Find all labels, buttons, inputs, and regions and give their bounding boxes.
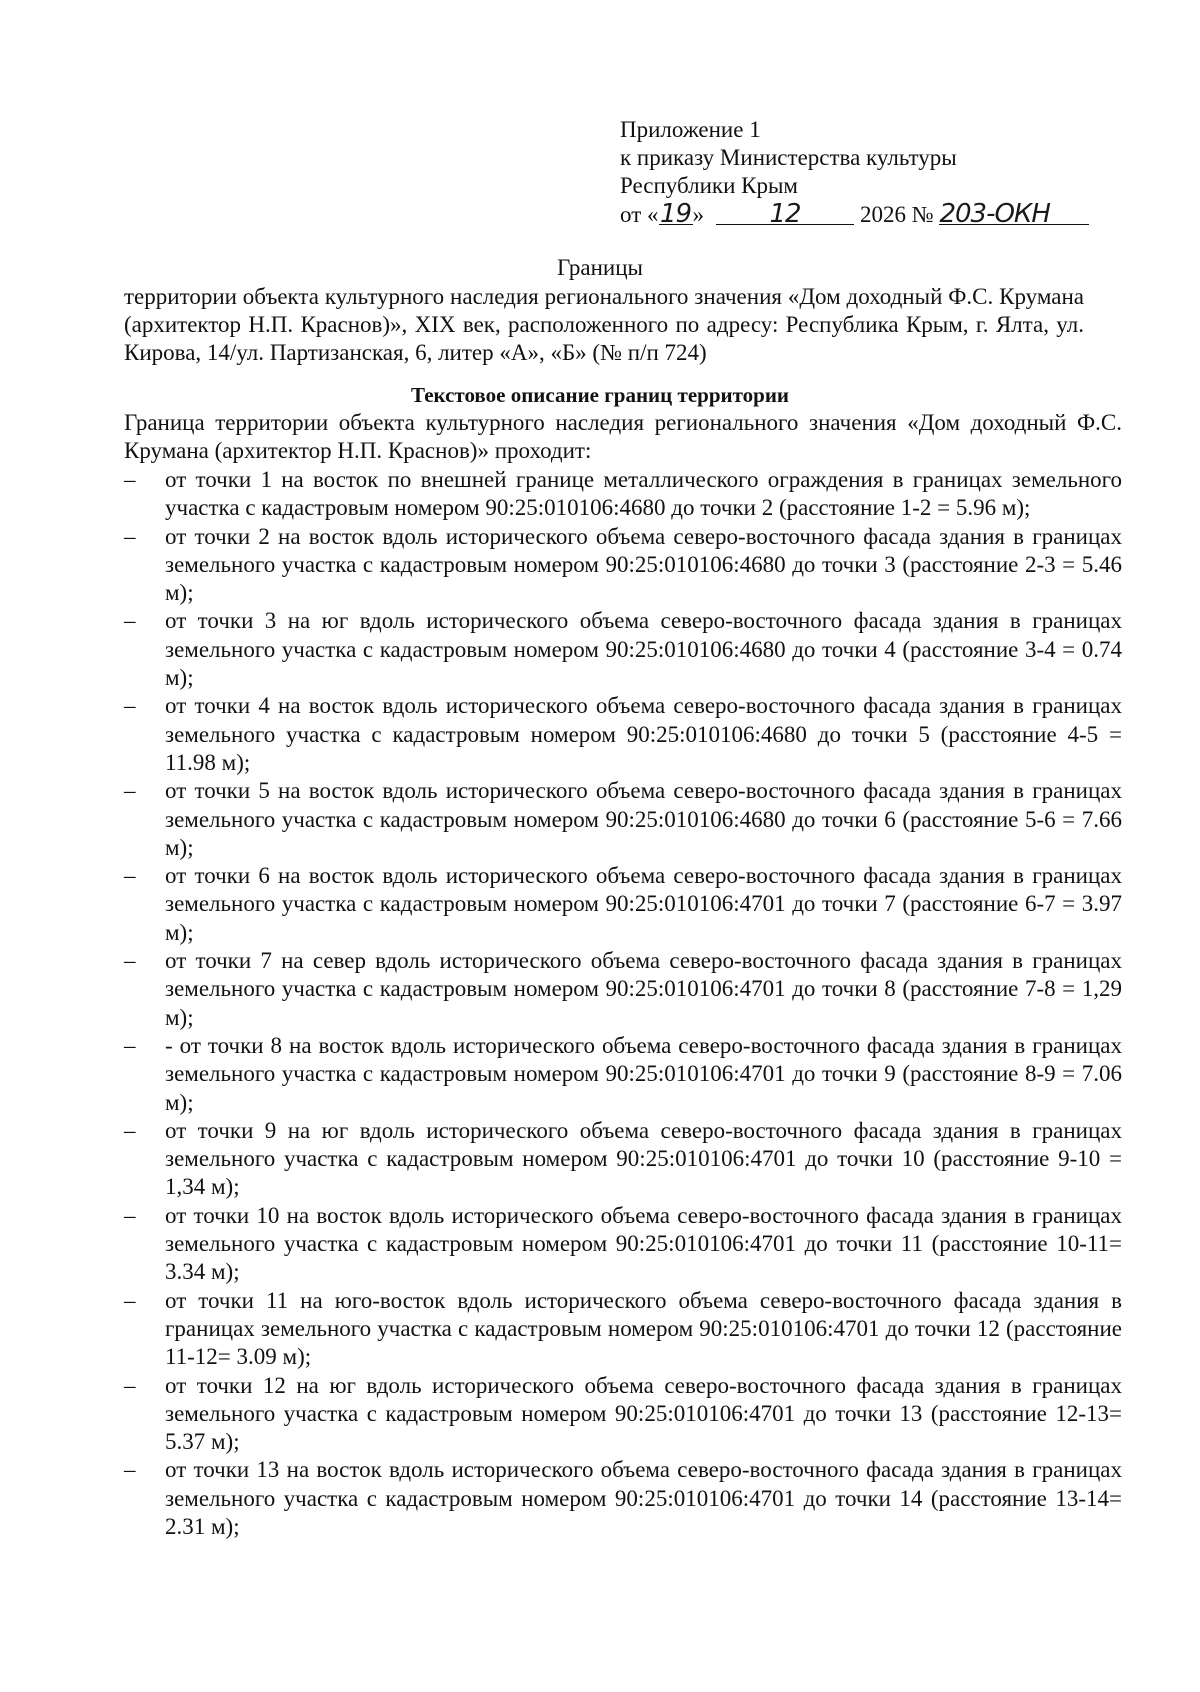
dash-bullet: –	[124, 523, 136, 549]
list-item	[124, 862, 1122, 947]
list-item	[124, 1202, 1122, 1287]
date-mid: »	[692, 202, 704, 227]
list-item	[124, 1117, 1122, 1202]
intro-paragraph: Граница территории объекта культурного наследия регионального значения «Дом доходный Ф.С. Крумана (архитектор Н.П. Краснов)» проходит:	[124, 410, 1122, 463]
document-subtitle: территории объекта культурного наследия регионального значения «Дом доходный Ф.С. Крумана (архитектор Н.П. Краснов)», XIX век, расположенного по адресу: Республика Крым, г. Ялта, ул. Кирова, 14/ул. Партизанская, 6, литер «А», «Б» (№ п/п 724)	[124, 284, 1084, 365]
dash-bullet: –	[124, 467, 136, 492]
dash-bullet: –	[124, 1202, 136, 1228]
order-date-line	[620, 200, 1140, 230]
date-month-field	[716, 199, 854, 229]
dash-bullet: –	[124, 1117, 136, 1143]
list-item-text: от точки 5 на восток вдоль исторического объема северо-восточного фасада здания в границах земельного участка с кадастровым номером 90:25:010106:4680 до точки 6 (расстояние 5-6 = 7.66 м);	[165, 778, 1122, 860]
date-prefix: от «	[620, 202, 659, 227]
dash-bullet: –	[124, 1457, 136, 1483]
list-item	[124, 523, 1122, 608]
dash-bullet: –	[124, 948, 136, 974]
appendix-header	[620, 116, 1140, 230]
list-item	[124, 777, 1122, 862]
list-item-text: от точки 2 на восток вдоль исторического объема северо-восточного фасада здания в границах земельного участка с кадастровым номером 90:25:010106:4680 до точки 3 (расстояние 2-3 = 5.46 м);	[165, 523, 1122, 606]
list-item-text: - от точки 8 на восток вдоль исторического объема северо-восточного фасада здания в границах земельного участка с кадастровым номером 90:25:010106:4701 до точки 9 (расстояние 8-9 = 7.06 м);	[165, 1032, 1122, 1115]
list-item-text: от точки 3 на юг вдоль исторического объема северо-восточного фасада здания в границах земельного участка с кадастровым номером 90:25:010106:4680 до точки 4 (расстояние 3-4 = 0.74 м);	[165, 608, 1122, 691]
boundary-list	[124, 466, 1122, 1541]
list-item	[124, 1032, 1122, 1117]
list-item-text: от точки 10 на восток вдоль исторического объема северо-восточного фасада здания в границах земельного участка с кадастровым номером 90:25:010106:4701 до точки 11 (расстояние 10-11= 3.34 м);	[165, 1202, 1122, 1285]
dash-bullet: –	[124, 608, 136, 634]
list-item	[124, 1456, 1122, 1541]
list-item	[124, 607, 1122, 692]
dash-bullet: –	[124, 1287, 136, 1313]
list-item-text: от точки 12 на юг вдоль исторического объема северо-восточного фасада здания в границах земельного участка с кадастровым номером 90:25:010106:4701 до точки 13 (расстояние 12-13= 5.37 м);	[165, 1372, 1122, 1455]
dash-bullet: –	[124, 693, 136, 719]
dash-bullet: –	[124, 1372, 136, 1398]
dash-bullet: –	[124, 863, 136, 889]
dash-bullet: –	[124, 778, 136, 804]
dash-bullet: –	[124, 1032, 136, 1058]
list-item-text: от точки 11 на юго-восток вдоль исторического объема северо-восточного фасада здания в границах земельного участка с кадастровым номером 90:25:010106:4701 до точки 12 (расстояние 11-12= 3.09 м);	[165, 1287, 1122, 1370]
date-day-handwritten: 19	[659, 199, 692, 229]
order-number-handwritten: 203-ОКН	[939, 199, 1050, 229]
date-month-handwritten: 12	[769, 199, 801, 229]
list-item-text: от точки 13 на восток вдоль исторического объема северо-восточного фасада здания в границах земельного участка с кадастровым номером 90:25:010106:4701 до точки 14 (расстояние 13-14= 2.31 м);	[165, 1457, 1122, 1539]
date-year-number-label: 2026 №	[860, 202, 934, 227]
list-item	[124, 466, 1122, 523]
section-heading: Текстовое описание границ территории	[410, 383, 790, 407]
list-item-text: от точки 1 на восток по внешней границе металлического ограждения в границах земельного участка с кадастровым номером 90:25:010106:4680 до точки 2 (расстояние 1-2 = 5.96 м);	[165, 467, 1122, 521]
list-item-text: от точки 4 на восток вдоль исторического объема северо-восточного фасада здания в границах земельного участка с кадастровым номером 90:25:010106:4680 до точки 5 (расстояние 4-5 = 11.98 м);	[165, 693, 1122, 775]
list-item-text: от точки 9 на юг вдоль исторического объема северо-восточного фасада здания в границах земельного участка с кадастровым номером 90:25:010106:4701 до точки 10 (расстояние 9-10 = 1,34 м);	[165, 1117, 1122, 1200]
date-day-field	[659, 199, 693, 229]
ministry-region: Республики Крым	[620, 173, 798, 198]
document-title: Границы	[557, 255, 643, 280]
order-number-field	[939, 199, 1089, 229]
list-item	[124, 947, 1122, 1032]
list-item	[124, 1287, 1122, 1372]
list-item-text: от точки 7 на север вдоль исторического объема северо-восточного фасада здания в границах земельного участка с кадастровым номером 90:25:010106:4701 до точки 8 (расстояние 7-8 = 1,29 м);	[165, 948, 1122, 1030]
order-reference: к приказу Министерства культуры	[620, 145, 957, 170]
list-item	[124, 692, 1122, 777]
list-item	[124, 1372, 1122, 1457]
appendix-number: Приложение 1	[620, 117, 761, 142]
list-item-text: от точки 6 на восток вдоль исторического объема северо-восточного фасада здания в границах земельного участка с кадастровым номером 90:25:010106:4701 до точки 7 (расстояние 6-7 = 3.97 м);	[165, 863, 1122, 945]
